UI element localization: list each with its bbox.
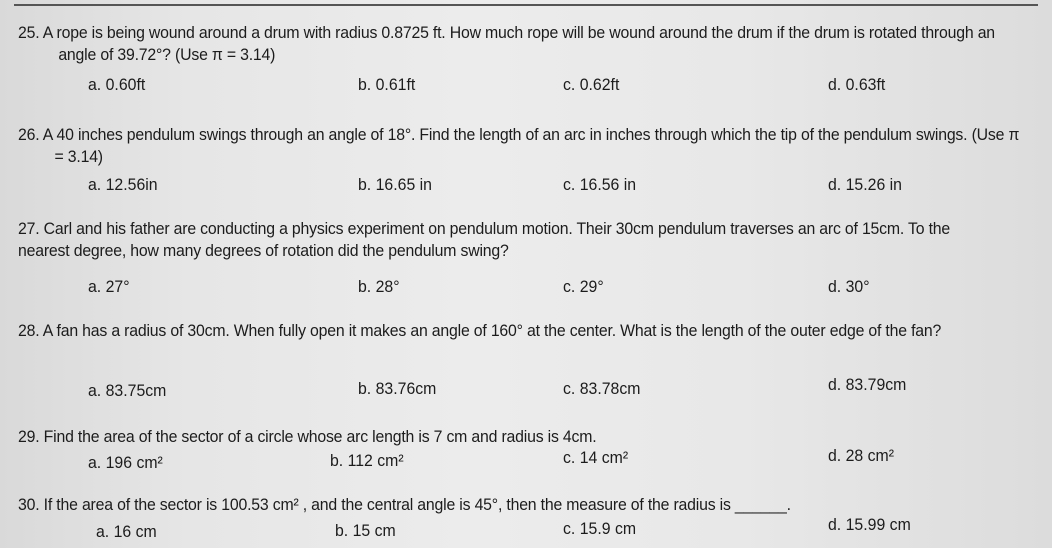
- question-body: A rope is being wound around a drum with radius 0.8725 ft. How much rope will be wound around the drum if the drum is rotated through an angle of 39.72°? (Use π = 3.14): [42, 24, 995, 64]
- question-text: [18, 320, 992, 342]
- question-body: A fan has a radius of 30cm. When fully open it makes an angle of 160° at the center. What is the length of the outer edge of the fan?: [42, 322, 942, 340]
- choice-b: b. 28°: [358, 278, 400, 296]
- choice-b: b. 83.76cm: [358, 380, 437, 398]
- choice-a: a. 83.75cm: [88, 382, 167, 400]
- question-text: [18, 494, 992, 516]
- top-border-line: [14, 4, 1038, 6]
- question-number: 30.: [18, 496, 40, 514]
- question-body: Carl and his father are conducting a physics experiment on pendulum motion. Their 30cm pendulum traverses an arc of 15cm. To the nearest degree, how many degrees of rotation did the pendulum swing?: [18, 220, 951, 260]
- choice-a: a. 0.60ft: [88, 76, 146, 94]
- choice-d: d. 28 cm²: [828, 447, 895, 465]
- question-number: 29.: [18, 428, 40, 446]
- choice-c: c. 0.62ft: [563, 76, 620, 94]
- choice-c: c. 29°: [563, 278, 604, 296]
- choice-b: b. 0.61ft: [358, 76, 416, 94]
- choice-a: a. 196 cm²: [88, 454, 163, 472]
- choice-d: d. 0.63ft: [828, 76, 886, 94]
- choice-a: a. 27°: [88, 278, 130, 296]
- choice-d: d. 30°: [828, 278, 870, 296]
- choice-d: d. 83.79cm: [828, 376, 907, 394]
- question-number: 28.: [18, 322, 40, 340]
- question-body: If the area of the sector is 100.53 cm² , and the central angle is 45°, then the measure of the radius is ______.: [43, 496, 791, 514]
- choice-c: c. 15.9 cm: [563, 520, 637, 538]
- choice-b: b. 112 cm²: [330, 452, 404, 470]
- question-text: [18, 218, 992, 262]
- question-number: 25.: [18, 24, 40, 42]
- choice-c: c. 14 cm²: [563, 449, 629, 467]
- choice-d: d. 15.26 in: [828, 176, 902, 194]
- choice-a: a. 12.56in: [88, 176, 158, 194]
- question-text: [18, 22, 1033, 66]
- question-number: 27.: [18, 220, 40, 238]
- question-text: [18, 124, 1029, 168]
- question-body: Find the area of the sector of a circle whose arc length is 7 cm and radius is 4cm.: [43, 428, 597, 446]
- choice-d: d. 15.99 cm: [828, 516, 911, 534]
- choice-c: c. 16.56 in: [563, 176, 637, 194]
- choice-a: a. 16 cm: [96, 523, 157, 541]
- choice-b: b. 16.65 in: [358, 176, 432, 194]
- question-number: 26.: [18, 126, 40, 144]
- choice-b: b. 15 cm: [335, 522, 396, 540]
- choice-c: c. 83.78cm: [563, 380, 641, 398]
- question-body: A 40 inches pendulum swings through an angle of 18°. Find the length of an arc in inches through which the tip of the pendulum swings. (Use π = 3.14): [42, 126, 1020, 166]
